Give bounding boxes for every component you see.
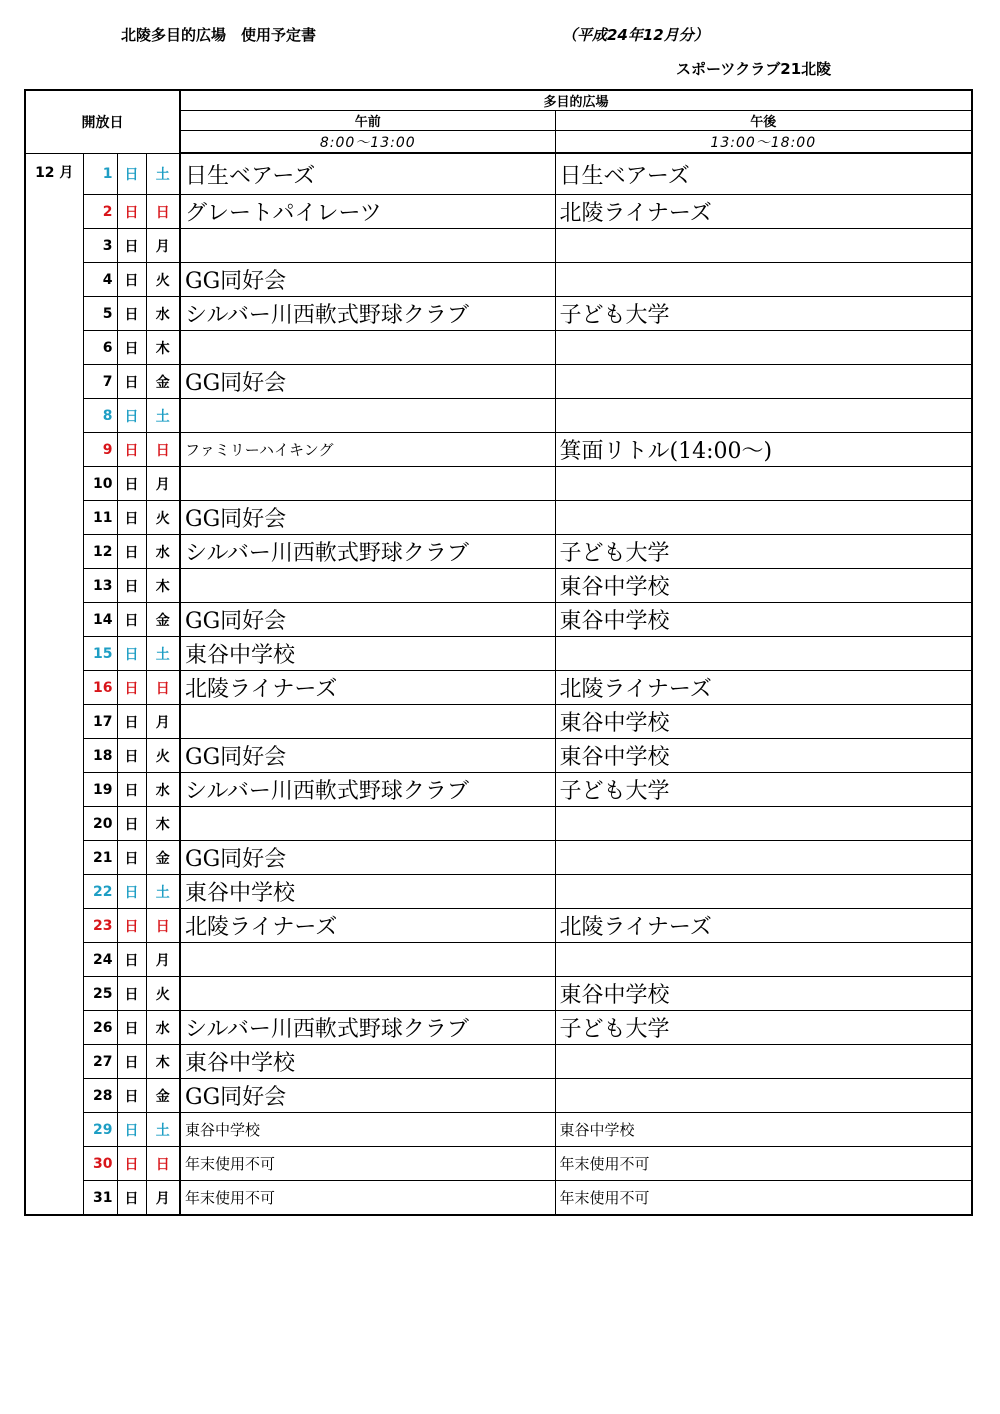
pm-activity: 東谷中学校: [555, 569, 972, 603]
day-number: 18: [83, 739, 117, 773]
weekday: 日: [146, 433, 180, 467]
pm-activity: [555, 943, 972, 977]
am-activity: 北陵ライナーズ: [180, 671, 555, 705]
weekday: 水: [146, 773, 180, 807]
am-activity: 東谷中学校: [180, 1045, 555, 1079]
month-cell: [25, 943, 83, 977]
am-activity: グレートパイレーツ: [180, 195, 555, 229]
pm-time-header: 13:00～18:00: [555, 131, 972, 154]
month-cell: [25, 1045, 83, 1079]
month-cell: [25, 977, 83, 1011]
day-number: 6: [83, 331, 117, 365]
table-row: [25, 705, 972, 739]
table-row: [25, 875, 972, 909]
am-activity: [180, 399, 555, 433]
am-activity: [180, 807, 555, 841]
day-suffix: 日: [117, 773, 146, 807]
day-number: 9: [83, 433, 117, 467]
pm-activity: [555, 807, 972, 841]
table-row: [25, 399, 972, 433]
month-cell: [25, 433, 83, 467]
am-activity: 年末使用不可: [180, 1181, 555, 1216]
month-cell: [25, 297, 83, 331]
am-activity: [180, 331, 555, 365]
day-suffix: 日: [117, 1011, 146, 1045]
day-suffix: 日: [117, 365, 146, 399]
am-activity: GG同好会: [180, 739, 555, 773]
am-activity: [180, 705, 555, 739]
day-suffix: 日: [117, 875, 146, 909]
table-row: [25, 1113, 972, 1147]
pm-activity: 子ども大学: [555, 535, 972, 569]
table-row: [25, 943, 972, 977]
pm-activity: 東谷中学校: [555, 705, 972, 739]
weekday: 金: [146, 603, 180, 637]
am-time-header: 8:00～13:00: [180, 131, 555, 154]
weekday: 土: [146, 153, 180, 195]
table-row: [25, 569, 972, 603]
pm-activity: 子ども大学: [555, 773, 972, 807]
day-number: 2: [83, 195, 117, 229]
table-row: [25, 1011, 972, 1045]
month-cell: [25, 1113, 83, 1147]
day-suffix: 日: [117, 603, 146, 637]
table-row: [25, 671, 972, 705]
day-number: 29: [83, 1113, 117, 1147]
month-cell: [25, 365, 83, 399]
pm-activity: [555, 467, 972, 501]
day-number: 25: [83, 977, 117, 1011]
weekday: 木: [146, 331, 180, 365]
day-suffix: 日: [117, 1113, 146, 1147]
day-number: 27: [83, 1045, 117, 1079]
am-activity: [180, 977, 555, 1011]
pm-activity: 東谷中学校: [555, 977, 972, 1011]
weekday: 土: [146, 875, 180, 909]
pm-activity: [555, 263, 972, 297]
day-number: 24: [83, 943, 117, 977]
pm-activity: 東谷中学校: [555, 603, 972, 637]
weekday: 水: [146, 1011, 180, 1045]
day-number: 22: [83, 875, 117, 909]
table-row: [25, 229, 972, 263]
table-row: [25, 535, 972, 569]
month-cell: [25, 1011, 83, 1045]
day-number: 26: [83, 1011, 117, 1045]
table-row: [25, 977, 972, 1011]
month-label: 12 月: [25, 153, 83, 195]
weekday: 月: [146, 943, 180, 977]
weekday: 日: [146, 1147, 180, 1181]
month-cell: [25, 773, 83, 807]
opening-day-header: 開放日: [25, 90, 180, 153]
weekday: 土: [146, 1113, 180, 1147]
table-row: [25, 909, 972, 943]
day-number: 17: [83, 705, 117, 739]
day-suffix: 日: [117, 1079, 146, 1113]
day-suffix: 日: [117, 1045, 146, 1079]
table-row: [25, 467, 972, 501]
month-cell: [25, 467, 83, 501]
am-activity: GG同好会: [180, 263, 555, 297]
pm-activity: [555, 637, 972, 671]
table-row: [25, 1045, 972, 1079]
day-suffix: 日: [117, 1147, 146, 1181]
month-cell: [25, 671, 83, 705]
pm-activity: [555, 875, 972, 909]
day-number: 10: [83, 467, 117, 501]
table-row: [25, 153, 972, 195]
month-cell: [25, 535, 83, 569]
am-activity: GG同好会: [180, 501, 555, 535]
day-number: 30: [83, 1147, 117, 1181]
day-number: 12: [83, 535, 117, 569]
table-row: [25, 365, 972, 399]
day-number: 7: [83, 365, 117, 399]
table-row: [25, 1181, 972, 1216]
day-number: 31: [83, 1181, 117, 1216]
am-activity: 東谷中学校: [180, 875, 555, 909]
am-activity: GG同好会: [180, 841, 555, 875]
day-number: 21: [83, 841, 117, 875]
schedule-body: [25, 90, 972, 1215]
am-activity: 東谷中学校: [180, 1113, 555, 1147]
weekday: 金: [146, 841, 180, 875]
am-activity: [180, 569, 555, 603]
weekday: 金: [146, 1079, 180, 1113]
month-cell: [25, 1181, 83, 1216]
pm-activity: 北陵ライナーズ: [555, 909, 972, 943]
table-row: [25, 841, 972, 875]
weekday: 月: [146, 705, 180, 739]
table-row: [25, 739, 972, 773]
am-activity: GG同好会: [180, 1079, 555, 1113]
day-suffix: 日: [117, 229, 146, 263]
day-suffix: 日: [117, 501, 146, 535]
am-activity: 東谷中学校: [180, 637, 555, 671]
pm-activity: [555, 399, 972, 433]
month-cell: [25, 195, 83, 229]
pm-activity: 年末使用不可: [555, 1181, 972, 1216]
table-row: [25, 263, 972, 297]
pm-activity: [555, 331, 972, 365]
month-cell: [25, 1147, 83, 1181]
day-number: 11: [83, 501, 117, 535]
pm-activity: [555, 1045, 972, 1079]
document-period: （平成24年12月分）: [562, 26, 709, 44]
month-cell: [25, 603, 83, 637]
weekday: 土: [146, 399, 180, 433]
weekday: 月: [146, 229, 180, 263]
document-title: 北陵多目的広場 使用予定書: [121, 26, 317, 44]
day-suffix: 日: [117, 195, 146, 229]
day-suffix: 日: [117, 297, 146, 331]
am-activity: GG同好会: [180, 603, 555, 637]
day-number: 3: [83, 229, 117, 263]
table-row: [25, 807, 972, 841]
weekday: 火: [146, 739, 180, 773]
am-activity: シルバー川西軟式野球クラブ: [180, 1011, 555, 1045]
month-cell: [25, 569, 83, 603]
day-suffix: 日: [117, 467, 146, 501]
month-cell: [25, 263, 83, 297]
day-number: 4: [83, 263, 117, 297]
month-cell: [25, 807, 83, 841]
pm-activity: 年末使用不可: [555, 1147, 972, 1181]
day-suffix: 日: [117, 569, 146, 603]
pm-activity: 子ども大学: [555, 1011, 972, 1045]
am-activity: [180, 467, 555, 501]
am-activity: シルバー川西軟式野球クラブ: [180, 535, 555, 569]
weekday: 金: [146, 365, 180, 399]
table-row: [25, 501, 972, 535]
schedule-table: [24, 89, 973, 1216]
day-suffix: 日: [117, 841, 146, 875]
table-row: [25, 773, 972, 807]
weekday: 火: [146, 501, 180, 535]
table-row: [25, 637, 972, 671]
pm-activity: 北陵ライナーズ: [555, 195, 972, 229]
weekday: 火: [146, 263, 180, 297]
table-row: [25, 1147, 972, 1181]
day-suffix: 日: [117, 739, 146, 773]
day-number: 20: [83, 807, 117, 841]
weekday: 木: [146, 807, 180, 841]
am-activity: GG同好会: [180, 365, 555, 399]
am-activity: [180, 943, 555, 977]
table-row: [25, 433, 972, 467]
table-row: [25, 195, 972, 229]
day-number: 5: [83, 297, 117, 331]
table-row: [25, 331, 972, 365]
weekday: 火: [146, 977, 180, 1011]
weekday: 土: [146, 637, 180, 671]
pm-activity: [555, 365, 972, 399]
table-row: [25, 603, 972, 637]
weekday: 日: [146, 909, 180, 943]
weekday: 月: [146, 1181, 180, 1216]
pm-activity: [555, 501, 972, 535]
day-suffix: 日: [117, 433, 146, 467]
weekday: 木: [146, 569, 180, 603]
pm-activity: 子ども大学: [555, 297, 972, 331]
am-activity: ファミリーハイキング: [180, 433, 555, 467]
day-number: 1: [83, 153, 117, 195]
table-row: [25, 1079, 972, 1113]
month-cell: [25, 501, 83, 535]
pm-activity: [555, 841, 972, 875]
am-header: 午前: [180, 111, 555, 131]
day-number: 28: [83, 1079, 117, 1113]
day-suffix: 日: [117, 399, 146, 433]
month-cell: [25, 331, 83, 365]
day-suffix: 日: [117, 909, 146, 943]
weekday: 木: [146, 1045, 180, 1079]
pm-activity: 東谷中学校: [555, 1113, 972, 1147]
pm-activity: [555, 229, 972, 263]
am-activity: シルバー川西軟式野球クラブ: [180, 773, 555, 807]
weekday: 水: [146, 535, 180, 569]
am-activity: 日生ベアーズ: [180, 153, 555, 195]
month-cell: [25, 637, 83, 671]
weekday: 月: [146, 467, 180, 501]
day-number: 19: [83, 773, 117, 807]
month-cell: [25, 229, 83, 263]
pm-activity: 日生ベアーズ: [555, 153, 972, 195]
day-suffix: 日: [117, 807, 146, 841]
day-suffix: 日: [117, 943, 146, 977]
am-activity: シルバー川西軟式野球クラブ: [180, 297, 555, 331]
month-cell: [25, 875, 83, 909]
pm-activity: 北陵ライナーズ: [555, 671, 972, 705]
month-cell: [25, 705, 83, 739]
day-suffix: 日: [117, 977, 146, 1011]
weekday: 水: [146, 297, 180, 331]
header-row-facility: [25, 90, 972, 111]
day-suffix: 日: [117, 263, 146, 297]
day-suffix: 日: [117, 1181, 146, 1216]
pm-activity: 東谷中学校: [555, 739, 972, 773]
organization-name: スポーツクラブ21北陵: [676, 60, 832, 78]
day-suffix: 日: [117, 331, 146, 365]
pm-activity: [555, 1079, 972, 1113]
day-suffix: 日: [117, 637, 146, 671]
day-number: 14: [83, 603, 117, 637]
pm-activity: 箕面リトル(14:00～): [555, 433, 972, 467]
pm-header: 午後: [555, 111, 972, 131]
day-number: 13: [83, 569, 117, 603]
am-activity: [180, 229, 555, 263]
day-number: 23: [83, 909, 117, 943]
month-cell: [25, 399, 83, 433]
day-number: 15: [83, 637, 117, 671]
am-activity: 北陵ライナーズ: [180, 909, 555, 943]
day-number: 16: [83, 671, 117, 705]
am-activity: 年末使用不可: [180, 1147, 555, 1181]
month-cell: [25, 841, 83, 875]
month-cell: [25, 739, 83, 773]
month-cell: [25, 909, 83, 943]
day-suffix: 日: [117, 153, 146, 195]
day-suffix: 日: [117, 671, 146, 705]
weekday: 日: [146, 671, 180, 705]
day-suffix: 日: [117, 705, 146, 739]
table-row: [25, 297, 972, 331]
weekday: 日: [146, 195, 180, 229]
day-number: 8: [83, 399, 117, 433]
month-cell: [25, 1079, 83, 1113]
facility-header: 多目的広場: [180, 90, 972, 111]
day-suffix: 日: [117, 535, 146, 569]
